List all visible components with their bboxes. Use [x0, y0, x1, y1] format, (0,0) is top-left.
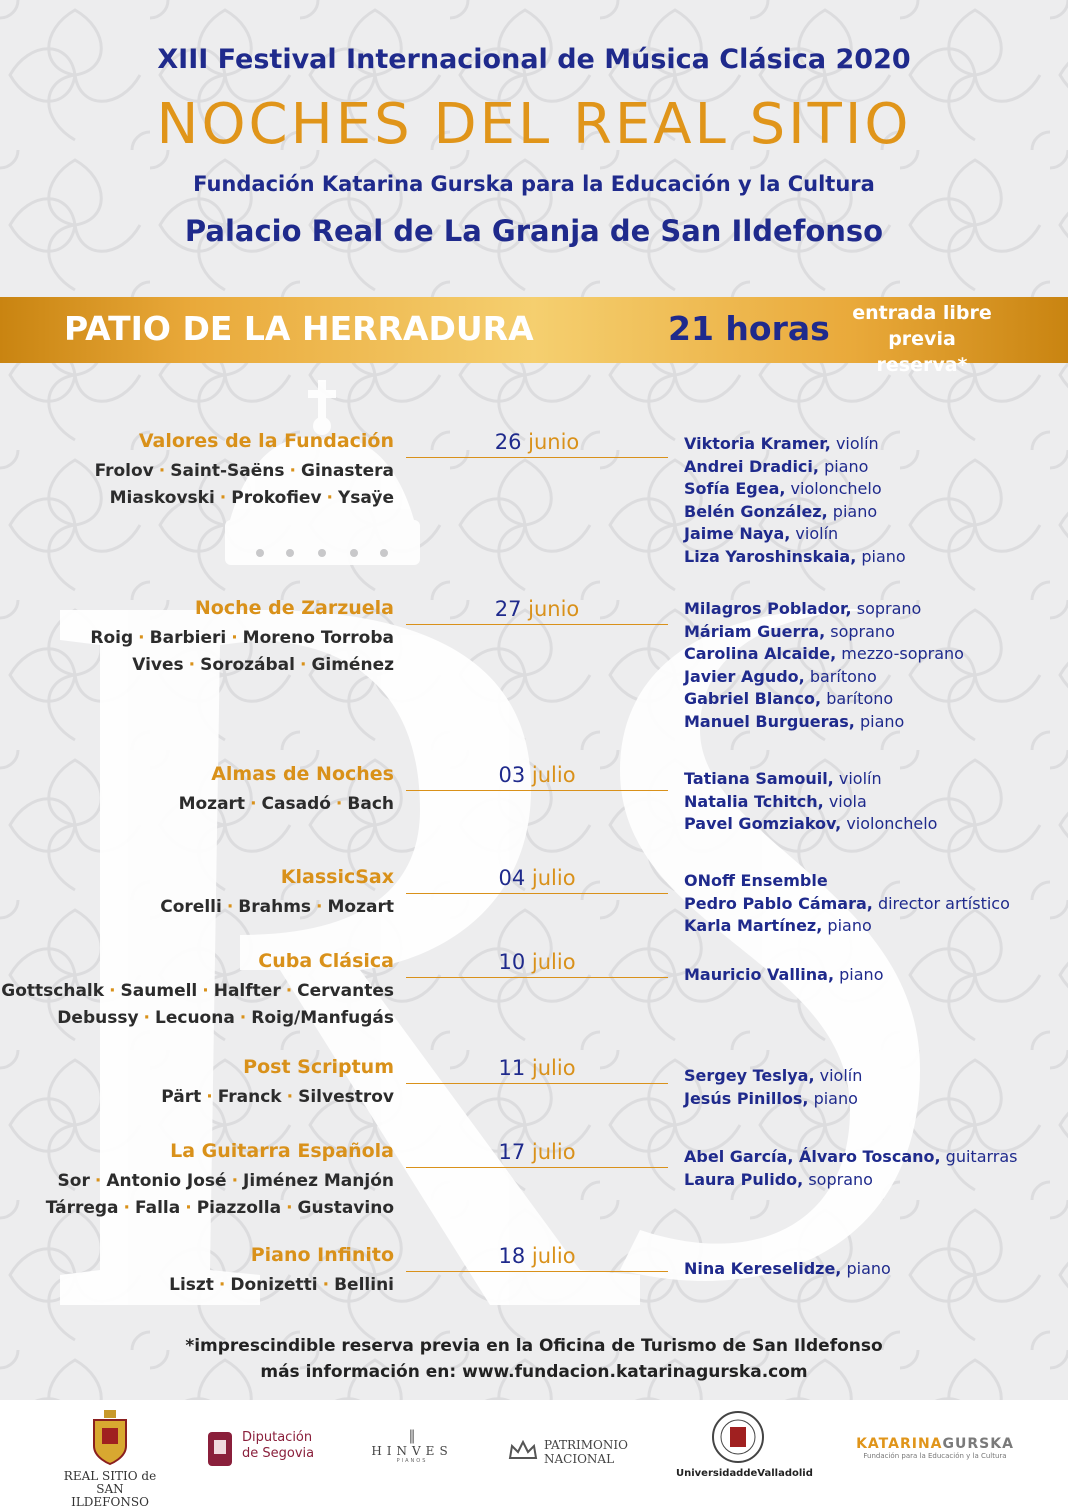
composer-line: [1, 978, 394, 1005]
composer-list: [169, 1272, 394, 1299]
concert-title: Noche de Zarzuela: [194, 597, 394, 619]
date-divider: [406, 457, 668, 458]
composer-list: [95, 458, 394, 512]
performer: [684, 688, 964, 711]
concert-title: Valores de la Fundación: [138, 430, 394, 452]
composer-name: Moreno Torroba: [242, 628, 394, 648]
date-month: julio: [531, 866, 576, 890]
separator-dot: ·: [326, 488, 333, 508]
concert-date: [406, 1056, 668, 1080]
kg-wordmark-b: GURSKA: [942, 1436, 1014, 1452]
kg-subtitle: Fundación para la Educación y la Cultura: [863, 1452, 1007, 1460]
composer-name: Casadó: [261, 794, 331, 814]
performer: [684, 501, 906, 524]
composer-name: Saumell: [120, 981, 198, 1001]
composer-list: [161, 1084, 394, 1111]
performer: [684, 964, 883, 987]
performer-role: director artístico: [877, 893, 1010, 913]
separator-dot: ·: [250, 794, 257, 814]
performer-name: Nina Kereselidze,: [684, 1259, 842, 1278]
performer-name: Tatiana Samouil,: [684, 769, 834, 788]
composer-name: Gottschalk: [1, 981, 105, 1001]
performer: [684, 1258, 891, 1281]
date-divider: [406, 624, 668, 625]
composer-name: Mozart: [178, 794, 246, 814]
performer-role: violín: [795, 524, 839, 543]
performer-name: Mauricio Vallina,: [684, 965, 835, 984]
concert-time: 21 horas: [668, 309, 830, 348]
performer-list: [684, 870, 1010, 938]
sponsor-logos: [0, 1400, 1068, 1510]
separator-dot: ·: [231, 628, 238, 648]
performer-role: piano: [824, 456, 869, 476]
separator-dot: ·: [239, 1008, 247, 1028]
separator-dot: ·: [335, 794, 343, 814]
performer-name: Abel García, Álvaro Toscano,: [684, 1147, 941, 1166]
real-sitio-text-2: SAN ILDEFONSO: [71, 1482, 149, 1509]
performer-role: guitarras: [945, 1147, 1018, 1166]
separator-dot: ·: [185, 1198, 192, 1218]
venue-palace: Palacio Real de La Granja de San Ildefonso: [184, 214, 884, 248]
composer-name: Saint-Saëns: [170, 461, 285, 481]
entry-line-1: entrada libre: [852, 302, 992, 324]
performer-list: [684, 433, 906, 568]
crown-icon: [508, 1440, 538, 1462]
performer-role: piano: [859, 711, 905, 731]
separator-dot: ·: [188, 655, 196, 675]
separator-dot: ·: [143, 1008, 150, 1028]
performer-name: Pedro Pablo Cámara,: [684, 893, 873, 913]
separator-dot: ·: [289, 461, 296, 481]
performer: [684, 523, 906, 546]
composer-name: Tárrega: [45, 1198, 119, 1218]
hinves-mark: ‖: [408, 1428, 416, 1444]
date-month: julio: [531, 1056, 576, 1080]
festival-title: NOCHES DEL REAL SITIO: [156, 92, 912, 157]
date-day: 18: [498, 1244, 526, 1268]
uva-text: UniversidaddeValladolid: [676, 1468, 813, 1479]
performer-list: [684, 964, 883, 987]
separator-dot: ·: [202, 981, 209, 1001]
composer-name: Bellini: [334, 1275, 394, 1295]
composer-name: Prokofiev: [231, 488, 322, 508]
concert-title: La Guitarra Española: [170, 1140, 394, 1162]
performer-list: [684, 598, 964, 733]
composer-list: [46, 1168, 394, 1222]
composer-name: Frolov: [94, 461, 154, 481]
kg-wordmark: [850, 1436, 1020, 1452]
composer-name: Sorozábal: [200, 655, 295, 675]
separator-dot: ·: [94, 1171, 102, 1191]
concert-title: Cuba Clásica: [258, 950, 394, 972]
performer: [684, 768, 937, 791]
concert-date: [406, 597, 668, 621]
separator-dot: ·: [218, 1275, 226, 1295]
date-month: julio: [531, 1140, 576, 1164]
katarina-gurska-logo: [850, 1436, 1020, 1460]
more-info-link[interactable]: más información en: www.fundacion.katarinagurska.com: [260, 1362, 808, 1382]
performer: [684, 1088, 862, 1111]
performer-role: violonchelo: [846, 814, 938, 833]
composer-name: Liszt: [169, 1275, 214, 1295]
separator-dot: ·: [231, 1171, 239, 1191]
performer-list: [684, 1146, 1018, 1191]
hinves-text: HINVES: [371, 1444, 453, 1458]
composer-line: [161, 1084, 394, 1111]
performer-role: viola: [828, 791, 867, 811]
concert-date: [406, 430, 668, 454]
performer-name: Pavel Gomziakov,: [684, 814, 842, 833]
composer-line: [46, 1168, 394, 1195]
composer-name: Roig/Manfugás: [251, 1008, 394, 1028]
real-sitio-logo: [60, 1410, 160, 1509]
concert-date: [406, 950, 668, 974]
date-divider: [406, 1271, 668, 1272]
concert-date: [406, 763, 668, 787]
performer: [684, 791, 937, 814]
composer-list: [1, 978, 394, 1032]
separator-dot: ·: [219, 488, 227, 508]
separator-dot: ·: [206, 1087, 213, 1107]
performer: [684, 915, 1010, 938]
composer-name: Bach: [347, 794, 394, 814]
performer-name: ONoff Ensemble: [684, 871, 828, 890]
real-sitio-text-1: REAL SITIO de: [63, 1469, 157, 1483]
performer-name: Liza Yaroshinskaia,: [684, 546, 857, 566]
composer-line: [1, 1005, 394, 1032]
performer-role: piano: [861, 546, 906, 566]
diputacion-text-2: de Segovia: [242, 1446, 315, 1461]
diputacion-logo: [206, 1430, 326, 1462]
performer-role: barítono: [809, 666, 877, 686]
date-divider: [406, 1083, 668, 1084]
performer-name: Manuel Burgueras,: [684, 711, 855, 731]
performer-name: Jaime Naya,: [684, 524, 791, 543]
concert-title: KlassicSax: [280, 866, 394, 888]
performer: [684, 711, 964, 734]
kg-wordmark-a: KATARINA: [856, 1436, 943, 1452]
performer: [684, 666, 964, 689]
composer-name: Sor: [57, 1171, 90, 1191]
performer-name: Sofía Egea,: [684, 479, 786, 498]
performer-name: Milagros Poblador,: [684, 599, 852, 618]
performer-name: Karla Martínez,: [684, 916, 823, 935]
date-divider: [406, 977, 668, 978]
hinves-logo: [362, 1428, 462, 1464]
performer-role: piano: [832, 501, 878, 521]
performer-name: Carolina Alcaide,: [684, 644, 837, 663]
performer: [684, 893, 1010, 916]
date-day: 11: [498, 1056, 526, 1080]
performer-role: violonchelo: [790, 479, 882, 498]
performer-name: Jesús Pinillos,: [684, 1088, 809, 1108]
separator-dot: ·: [286, 1087, 294, 1107]
composer-line: [95, 458, 394, 485]
date-divider: [406, 1167, 668, 1168]
concert-title: Post Scriptum: [243, 1056, 394, 1078]
composer-name: Corelli: [160, 897, 222, 917]
composer-name: Silvestrov: [298, 1087, 394, 1107]
composer-name: Miaskovski: [109, 488, 215, 508]
composer-name: Franck: [217, 1087, 282, 1107]
diputacion-shield-icon: [206, 1430, 234, 1470]
composer-line: [95, 485, 394, 512]
performer-list: [684, 768, 937, 836]
patrimonio-text-1: PATRIMONIO: [544, 1438, 628, 1452]
festival-edition-heading: XIII Festival Internacional de Música Clásica 2020: [157, 44, 911, 75]
hinves-sub: PIANOS: [396, 1458, 428, 1464]
composer-name: Giménez: [311, 655, 394, 675]
composer-line: [46, 1195, 394, 1222]
date-day: 04: [498, 866, 526, 890]
date-day: 03: [498, 763, 526, 787]
performer-name: Sergey Teslya,: [684, 1066, 815, 1085]
composer-name: Falla: [135, 1198, 181, 1218]
performer: [684, 1169, 1018, 1192]
composer-name: Pärt: [161, 1087, 202, 1107]
composer-name: Antonio José: [106, 1171, 227, 1191]
composer-line: [160, 894, 394, 921]
performer-role: piano: [839, 965, 884, 984]
separator-dot: ·: [285, 981, 293, 1001]
composer-name: Gustavino: [297, 1198, 394, 1218]
performer-name: Laura Pulido,: [684, 1169, 804, 1189]
performer-role: barítono: [826, 689, 894, 708]
entry-line-2: previa reserva*: [876, 328, 968, 376]
performer-role: soprano: [830, 621, 895, 641]
separator-dot: ·: [286, 1198, 293, 1218]
patrimonio-logo: [508, 1438, 638, 1466]
performer-role: mezzo-soprano: [841, 644, 964, 663]
date-day: 10: [498, 950, 526, 974]
composer-name: Jiménez Manjón: [243, 1171, 394, 1191]
performer-role: piano: [813, 1088, 858, 1108]
performer-role: piano: [827, 916, 872, 935]
separator-dot: ·: [299, 655, 307, 675]
date-day: 17: [498, 1140, 526, 1164]
concert-title: Almas de Noches: [211, 763, 394, 785]
reservation-note: *imprescindible reserva previa en la Oficina de Turismo de San Ildefonso: [185, 1336, 883, 1356]
performer-name: Natalia Tchitch,: [684, 791, 824, 811]
patrimonio-text-2: NACIONAL: [544, 1452, 615, 1466]
separator-dot: ·: [138, 628, 145, 648]
venue-name: PATIO DE LA HERRADURA: [64, 309, 534, 348]
composer-line: [169, 1272, 394, 1299]
performer: [684, 433, 906, 456]
composer-name: Ginastera: [301, 461, 394, 481]
performer-name: Gabriel Blanco,: [684, 689, 822, 708]
performer: [684, 870, 1010, 893]
performer: [684, 546, 906, 569]
composer-line: [179, 791, 394, 818]
diputacion-text-1: Diputación: [242, 1430, 313, 1445]
date-month: junio: [528, 597, 580, 621]
performer-list: [684, 1258, 891, 1281]
composer-list: [179, 791, 394, 818]
concert-date: [406, 1244, 668, 1268]
concert-date: [406, 866, 668, 890]
performer-name: Andrei Dradici,: [684, 456, 819, 476]
performer-role: soprano: [856, 599, 922, 618]
separator-dot: ·: [316, 897, 323, 917]
concert-title: Piano Infinito: [250, 1244, 394, 1266]
entry-info: [848, 300, 996, 378]
performer-name: Viktoria Kramer,: [684, 434, 831, 453]
performer-role: piano: [846, 1259, 891, 1278]
coat-of-arms-icon: [90, 1410, 130, 1466]
performer-name: Máriam Guerra,: [684, 621, 826, 641]
composer-list: [90, 625, 394, 679]
performer: [684, 643, 964, 666]
uva-logo: [676, 1410, 813, 1479]
composer-name: Ysaÿe: [338, 488, 394, 508]
composer-name: Vives: [132, 655, 184, 675]
composer-name: Mozart: [327, 897, 394, 917]
venue-banner: [0, 297, 1068, 376]
performer: [684, 456, 906, 479]
composer-name: Halfter: [213, 981, 281, 1001]
performer-role: violín: [838, 769, 882, 788]
composer-list: [160, 894, 394, 921]
composer-name: Brahms: [238, 897, 312, 917]
date-divider: [406, 893, 668, 894]
composer-name: Cervantes: [297, 981, 394, 1001]
separator-dot: ·: [158, 461, 166, 481]
date-month: julio: [531, 763, 576, 787]
footnote: [0, 1333, 1068, 1385]
composer-name: Debussy: [57, 1008, 139, 1028]
separator-dot: ·: [109, 981, 116, 1001]
performer: [684, 813, 937, 836]
composer-name: Piazzolla: [196, 1198, 282, 1218]
performer: [684, 1146, 1018, 1169]
performer-role: violín: [819, 1066, 863, 1085]
separator-dot: ·: [123, 1198, 131, 1218]
date-day: 26: [494, 430, 522, 454]
performer: [684, 621, 964, 644]
university-seal-icon: [711, 1410, 765, 1464]
foundation-name: Fundación Katarina Gurska para la Educación y la Cultura: [193, 172, 875, 196]
separator-dot: ·: [226, 897, 234, 917]
separator-dot: ·: [322, 1275, 330, 1295]
composer-line: [90, 652, 394, 679]
performer: [684, 1065, 862, 1088]
performer: [684, 478, 906, 501]
date-month: junio: [528, 430, 580, 454]
performer-role: violín: [835, 434, 879, 453]
composer-name: Roig: [90, 628, 134, 648]
date-divider: [406, 790, 668, 791]
date-day: 27: [494, 597, 522, 621]
composer-name: Lecuona: [155, 1008, 235, 1028]
date-month: julio: [531, 950, 576, 974]
performer-role: soprano: [808, 1169, 873, 1189]
performer-name: Javier Agudo,: [684, 666, 805, 686]
date-month: julio: [531, 1244, 576, 1268]
performer: [684, 598, 964, 621]
performer-name: Belén González,: [684, 501, 828, 521]
composer-line: [90, 625, 394, 652]
composer-name: Barbieri: [149, 628, 227, 648]
composer-name: Donizetti: [230, 1275, 318, 1295]
performer-list: [684, 1065, 862, 1110]
concert-date: [406, 1140, 668, 1164]
